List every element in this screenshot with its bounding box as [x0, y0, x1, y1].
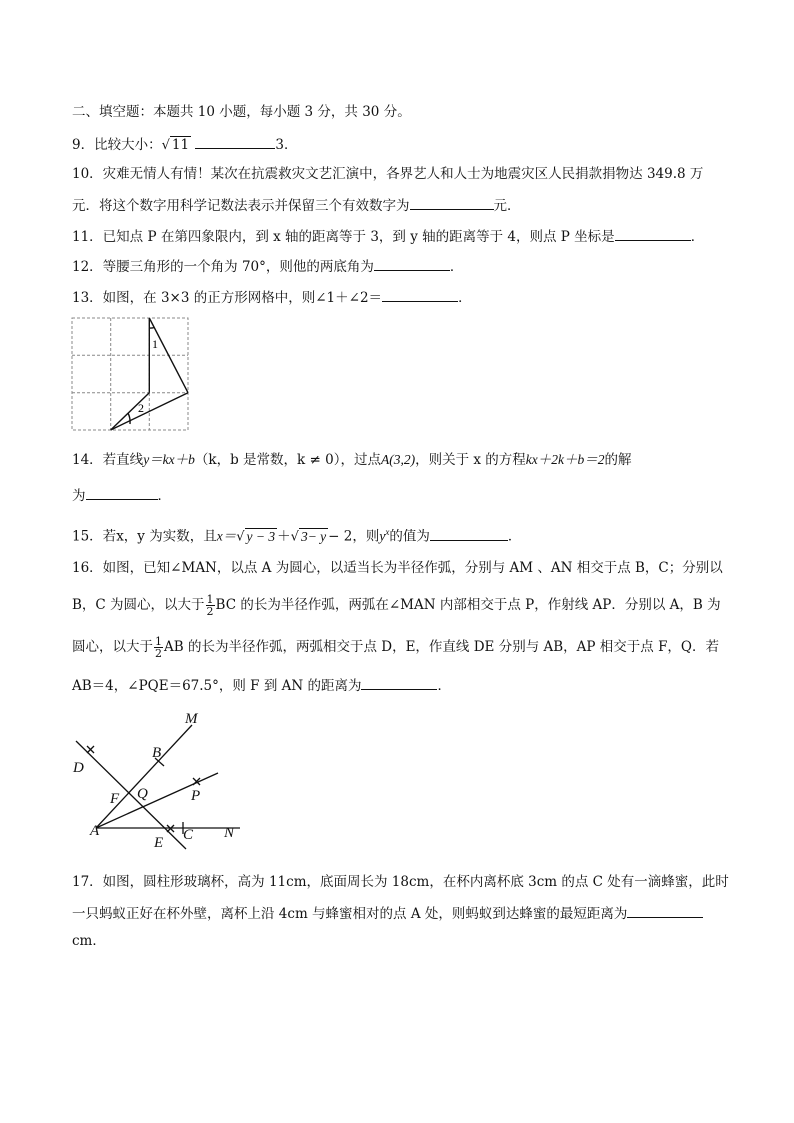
answer-blank-13[interactable] — [382, 287, 458, 302]
q10-line2a: 元．将这个数字用科学记数法表示并保留三个有效数字为 — [72, 198, 410, 214]
answer-blank-14[interactable] — [86, 485, 158, 500]
label-P: P — [191, 788, 201, 804]
label-E: E — [154, 835, 164, 851]
q16-construction-figure — [70, 705, 250, 853]
q15-a: 15．若 — [72, 528, 117, 545]
answer-blank-15[interactable] — [430, 526, 508, 541]
q16-l3b: AB 的长为半径作弧，两弧相交于点 D，E，作直线 DE 分别与 AB，AP 相交于点 F，Q．若 — [164, 639, 720, 655]
question-16-line3 — [72, 636, 719, 659]
fraction-numerator: 1 — [206, 593, 214, 606]
q15-plus: ＋ — [277, 528, 291, 545]
q16-l4: AB＝4，∠PQE＝67.5°，则 F 到 AN 的距离为 — [72, 678, 362, 694]
fraction-denominator: 2 — [206, 605, 214, 618]
question-10-line2 — [72, 195, 521, 216]
q15-c: ，则 — [352, 528, 380, 545]
answer-blank-16[interactable] — [361, 675, 437, 690]
label-F: F — [110, 791, 120, 807]
answer-blank-11[interactable] — [615, 226, 691, 241]
question-17-line3: cm． — [72, 933, 106, 949]
q14-line2: 为 — [72, 488, 86, 504]
q13-end: ． — [458, 290, 472, 306]
q14-end: ． — [157, 488, 171, 504]
angle-1-label: 1 — [152, 337, 158, 351]
question-12 — [72, 256, 463, 277]
question-16-line4 — [72, 675, 451, 696]
question-9 — [72, 134, 297, 156]
q16-end: ． — [437, 678, 451, 694]
q14-a: 14．若直线 — [72, 452, 144, 468]
q17-l2: 一只蚂蚁正好在杯外壁，离杯上沿 4cm 与蜂蜜相对的点 A 处，则蚂蚁到达蜂蜜的最短距离为 — [72, 906, 628, 922]
q14-c: k，b 是常数，k ≠ 0），过点 — [208, 452, 381, 468]
q16-l2a: B，C 为圆心，以大于 — [72, 597, 205, 613]
q9-radicand: 11 — [171, 137, 190, 153]
q14-d: ，则关于 x 的方程 — [415, 452, 526, 468]
q9-prefix: 9．比较大小： — [72, 137, 162, 153]
label-C: C — [183, 827, 194, 843]
question-17-line2 — [72, 903, 703, 924]
angle-2-label: 2 — [138, 401, 144, 415]
q15-d: 的值为 — [389, 528, 430, 545]
question-11 — [72, 226, 704, 247]
fraction-half — [206, 594, 215, 617]
label-D: D — [73, 760, 84, 776]
sqrt-sign: √ — [290, 529, 299, 545]
question-14-line2 — [72, 485, 171, 506]
q16-l3a: 圆心，以大于 — [72, 639, 153, 655]
q13-text: 13．如图，在 3×3 的正方形网格中，则∠1＋∠2＝ — [72, 290, 383, 306]
label-N: N — [224, 825, 235, 841]
q9-suffix: 3． — [275, 137, 298, 153]
fraction-denominator: 2 — [155, 647, 162, 660]
q16-l2b: BC 的长为半径作弧，两弧在∠MAN 内部相交于点 P，作射线 AP．分别以 A，B 为 — [215, 597, 721, 613]
question-14-line1 — [72, 450, 632, 470]
q14-b: （ — [194, 452, 209, 468]
q15-b: x，y 为实数，且 — [116, 528, 217, 545]
fraction-numerator: 1 — [155, 635, 162, 648]
answer-blank-12[interactable] — [374, 256, 450, 271]
question-16-line1: 16．如图，已知∠MAN，以点 A 为圆心，以适当长为半径作弧，分别与 AM 、AN 相交于点 B，C；分别以 — [72, 560, 723, 576]
q11-end: ． — [690, 229, 705, 245]
q15-radicand-1: y − 3 — [246, 528, 276, 544]
question-13 — [72, 287, 472, 308]
answer-blank-17[interactable] — [627, 903, 703, 918]
q14-point: A(3,2) — [380, 452, 416, 467]
q10-line2b: 元． — [493, 198, 521, 214]
sqrt-sign: √ — [161, 138, 170, 153]
q14-equation: y＝kx＋b — [143, 452, 195, 467]
q11-text: 11．已知点 P 在第四象限内，到 x 轴的距离等于 3，到 y 轴的距离等于 4，则点 P 坐标是 — [72, 229, 615, 245]
answer-blank-9[interactable] — [195, 134, 275, 149]
section-title: 二、填空题：本题共 10 小题，每小题 3 分，共 30 分。 — [72, 104, 411, 120]
q15-eq-start: x＝ — [216, 528, 237, 544]
q15-power-base: y — [379, 528, 386, 544]
q15-radicand-2: 3− y — [300, 528, 327, 544]
q12-end: ． — [449, 259, 464, 275]
q15-end: ． — [507, 528, 522, 545]
question-10-line1: 10．灾难无情人有情！某次在抗震救灾文艺汇演中，各界艺人和人士为地震灾区人民捐款捐物达 349.8 万 — [72, 166, 704, 182]
label-Q: Q — [137, 786, 148, 802]
answer-blank-10[interactable] — [410, 195, 494, 210]
q15-power-exponent: x — [385, 527, 390, 537]
question-16-line2 — [72, 594, 721, 617]
sqrt-sign: √ — [236, 529, 245, 545]
label-A: A — [90, 823, 100, 839]
question-17-line1: 17．如图，圆柱形玻璃杯，高为 11cm，底面周长为 18cm，在杯内离杯底 3cm 的点 C 处有一滴蜂蜜，此时 — [72, 874, 729, 890]
question-15 — [72, 522, 521, 548]
q14-e: 的解 — [604, 452, 632, 468]
fraction-half — [154, 636, 163, 659]
q14-equation-2: kx＋2k＋b＝2 — [525, 452, 605, 467]
label-M: M — [185, 711, 198, 727]
q15-eq-end: − 2 — [328, 528, 353, 545]
label-B: B — [152, 745, 162, 761]
q13-grid-figure — [70, 316, 192, 434]
q12-text: 12．等腰三角形的一个角为 70°，则他的两底角为 — [72, 259, 374, 275]
